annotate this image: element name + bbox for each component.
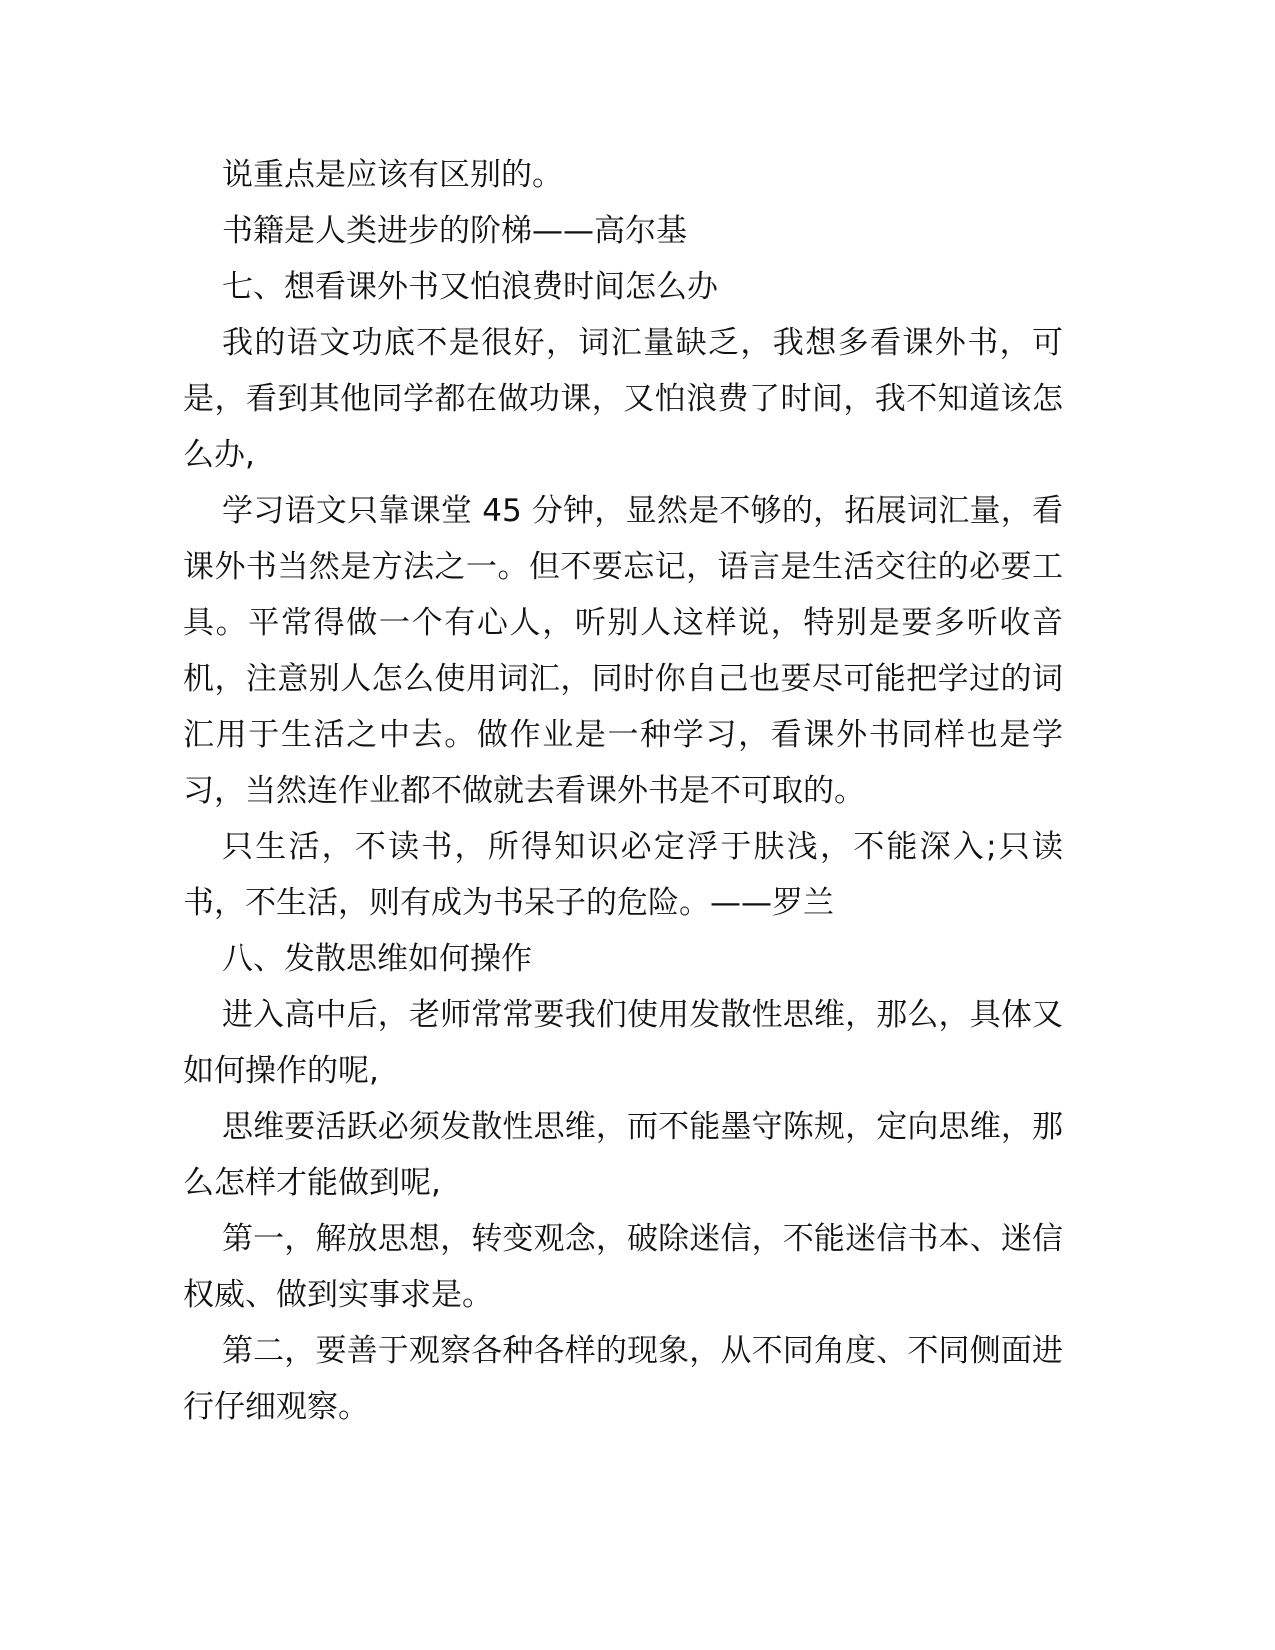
section-heading-8: 八、发散思维如何操作 [222,941,532,977]
quote-roland: 只生活，不读书，所得知识必定浮于肤浅，不能深入;只读书，不生活，则有成为书呆子的危险。——罗兰 [183,829,1063,921]
paragraph-key-point-difference: 说重点是应该有区别的。 [222,157,563,193]
answer-paragraph-7: 学习语文只靠课堂 45 分钟，显然是不够的，拓展词汇量，看课外书当然是方法之一。但不要忘记，语言是生活交往的必要工具。平常得做一个有心人，听别人这样说，特别是要多听收音机，注意别人怎么使用词汇，同时你自己也要尽可能把学过的词汇用于生活之中去。做作业是一种学习，看课外书同样也是学习，当然连作业都不做就去看课外书是不可取的。 [183,493,1063,809]
point-second: 第二，要善于观察各种各样的现象，从不同角度、不同侧面进行仔细观察。 [183,1333,1063,1425]
answer-paragraph-8: 思维要活跃必须发散性思维，而不能墨守陈规，定向思维，那么怎样才能做到呢, [183,1109,1063,1201]
quote-gorky: 书籍是人类进步的阶梯——高尔基 [222,213,687,249]
point-first: 第一，解放思想，转变观念，破除迷信，不能迷信书本、迷信权威、做到实事求是。 [183,1221,1063,1313]
question-paragraph-8: 进入高中后，老师常常要我们使用发散性思维，那么，具体又如何操作的呢, [183,997,1063,1089]
document-body [183,147,1063,1435]
section-heading-7: 七、想看课外书又怕浪费时间怎么办 [222,269,718,305]
question-paragraph-7: 我的语文功底不是很好，词汇量缺乏，我想多看课外书，可是，看到其他同学都在做功课，又怕浪费了时间，我不知道该怎么办, [183,325,1063,473]
